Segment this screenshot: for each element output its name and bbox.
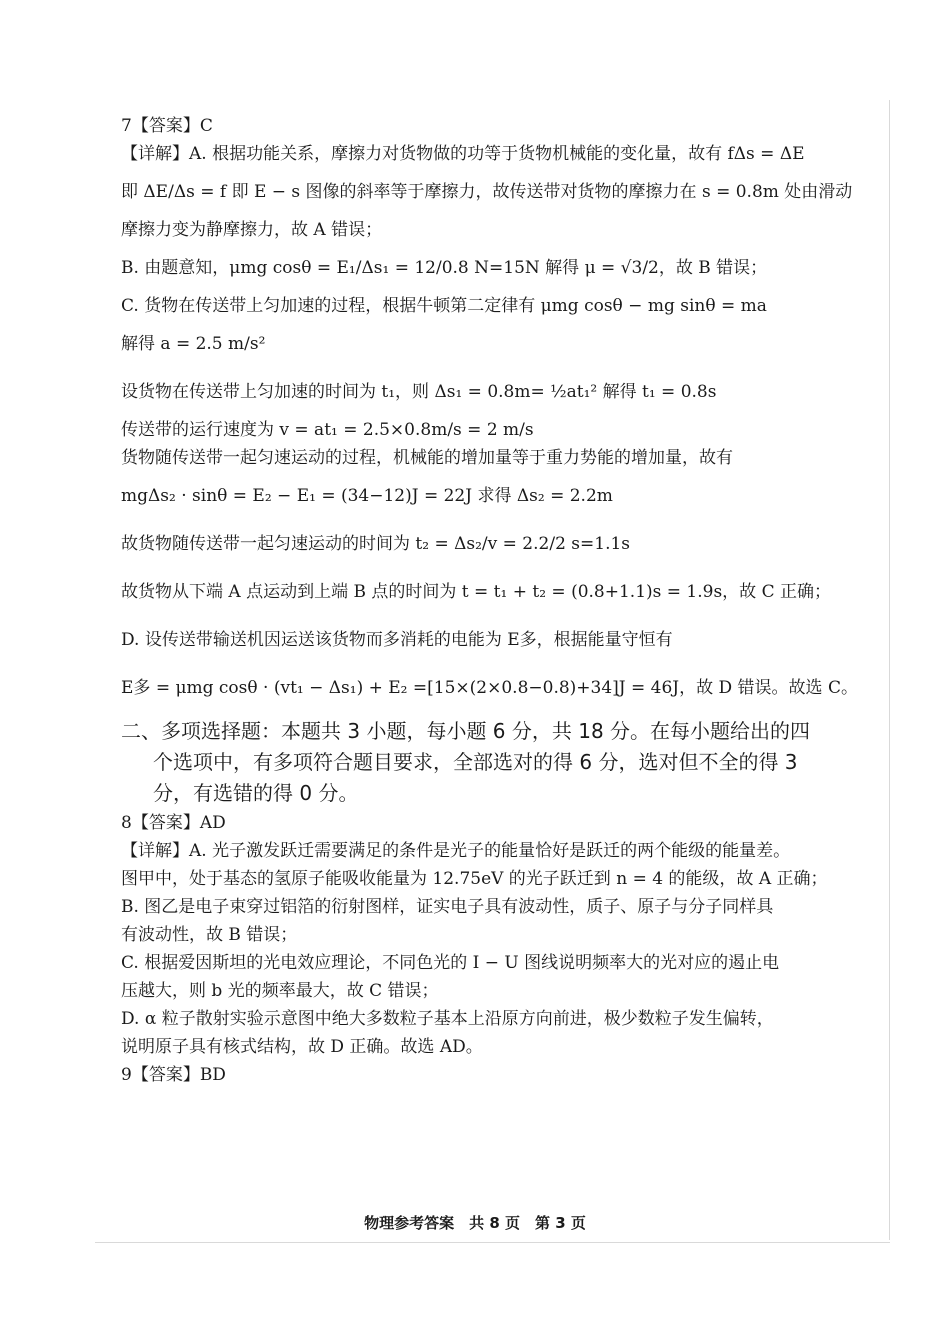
q7-detail-c-t1: 设货物在传送带上匀加速的时间为 t₁，则 Δs₁ = 0.8m= ½at₁² 解得 t₁ = 0.8s — [121, 382, 717, 402]
q8-detail-b: B. 图乙是电子束穿过铝箔的衍射图样，证实电子具有波动性，质子、原子与分子同样具 — [121, 897, 774, 917]
q7-detail-c-energy: 货物随传送带一起匀速运动的过程，机械能的增加量等于重力势能的增加量，故有 — [121, 448, 733, 468]
page-footer: 物理参考答案 共 8 页 第 3 页 — [364, 1214, 586, 1232]
section-line-3: 分，有选错的得 0 分。 — [153, 781, 359, 805]
q7-detail-d-calc: E多 = μmg cosθ · (vt₁ − Δs₁) + E₂ =[15×(2×0.8−0.8)+34]J = 46J，故 D 错误。故选 C。 — [121, 678, 858, 698]
scan-edge-right — [889, 100, 890, 1240]
q7-detail-c-t2: 故货物随传送带一起匀速运动的时间为 t₂ = Δs₂/v = 2.2/2 s=1.1s — [121, 534, 631, 554]
q8-detail-a: 【详解】A. 光子激发跃迁需要满足的条件是光子的能量恰好是跃迁的两个能级的能量差。 — [121, 841, 791, 861]
q9-answer: 9【答案】BD — [121, 1065, 226, 1085]
section-heading — [121, 716, 856, 809]
q7-detail-a-cont: 即 ΔE/Δs = f 即 E − s 图像的斜率等于摩擦力，故传送带对货物的摩擦力在 s = 0.8m 处由滑动 — [121, 182, 853, 202]
q7-detail-d: D. 设传送带输送机因运送该货物而多消耗的电能为 E多，根据能量守恒有 — [121, 630, 673, 650]
q7-detail-c-total: 故货物从下端 A 点运动到上端 B 点的时间为 t = t₁ + t₂ = (0.8+1.1)s = 1.9s，故 C 正确； — [121, 582, 831, 602]
q7-detail-c: C. 货物在传送带上匀加速的过程，根据牛顿第二定律有 μmg cosθ − mg sinθ = ma — [121, 296, 767, 316]
q7-detail-c-v: 传送带的运行速度为 v = at₁ = 2.5×0.8m/s = 2 m/s — [121, 420, 534, 440]
q8-detail-d: D. α 粒子散射实验示意图中绝大多数粒子基本上沿原方向前进，极少数粒子发生偏转， — [121, 1009, 774, 1029]
scan-edge-bottom — [95, 1242, 890, 1243]
q8-detail-d-cont: 说明原子具有核式结构，故 D 正确。故选 AD。 — [121, 1037, 483, 1057]
q7-detail-a: 【详解】A. 根据功能关系，摩擦力对货物做的功等于货物机械能的变化量，故有 fΔs = ΔE — [121, 144, 805, 164]
q7-detail-a-end: 摩擦力变为静摩擦力，故 A 错误； — [121, 220, 383, 240]
section-line-2: 个选项中，有多项符合题目要求，全部选对的得 6 分，选对但不全的得 3 — [153, 750, 798, 774]
q8-detail-b-cont: 有波动性，故 B 错误； — [121, 925, 298, 945]
section-line-1: 二、多项选择题：本题共 3 小题，每小题 6 分，共 18 分。在每小题给出的四 — [121, 719, 811, 743]
q7-detail-b: B. 由题意知，μmg cosθ = E₁/Δs₁ = 12/0.8 N=15N 解得 μ = √3/2，故 B 错误； — [121, 258, 768, 278]
q7-answer: 7【答案】C — [121, 116, 213, 136]
q8-answer: 8【答案】AD — [121, 813, 226, 833]
q7-detail-c-acc: 解得 a = 2.5 m/s² — [121, 334, 266, 354]
q7-detail-c-ds2: mgΔs₂ · sinθ = E₂ − E₁ = (34−12)J = 22J 求得 Δs₂ = 2.2m — [121, 486, 613, 506]
q8-detail-a-cont: 图甲中，处于基态的氢原子能吸收能量为 12.75eV 的光子跃迁到 n = 4 的能级，故 A 正确； — [121, 869, 828, 889]
answer-content — [121, 112, 856, 1089]
q8-detail-c-cont: 压越大，则 b 光的频率最大，故 C 错误； — [121, 981, 439, 1001]
q8-detail-c: C. 根据爱因斯坦的光电效应理论，不同色光的 I − U 图线说明频率大的光对应的遏止电 — [121, 953, 780, 973]
